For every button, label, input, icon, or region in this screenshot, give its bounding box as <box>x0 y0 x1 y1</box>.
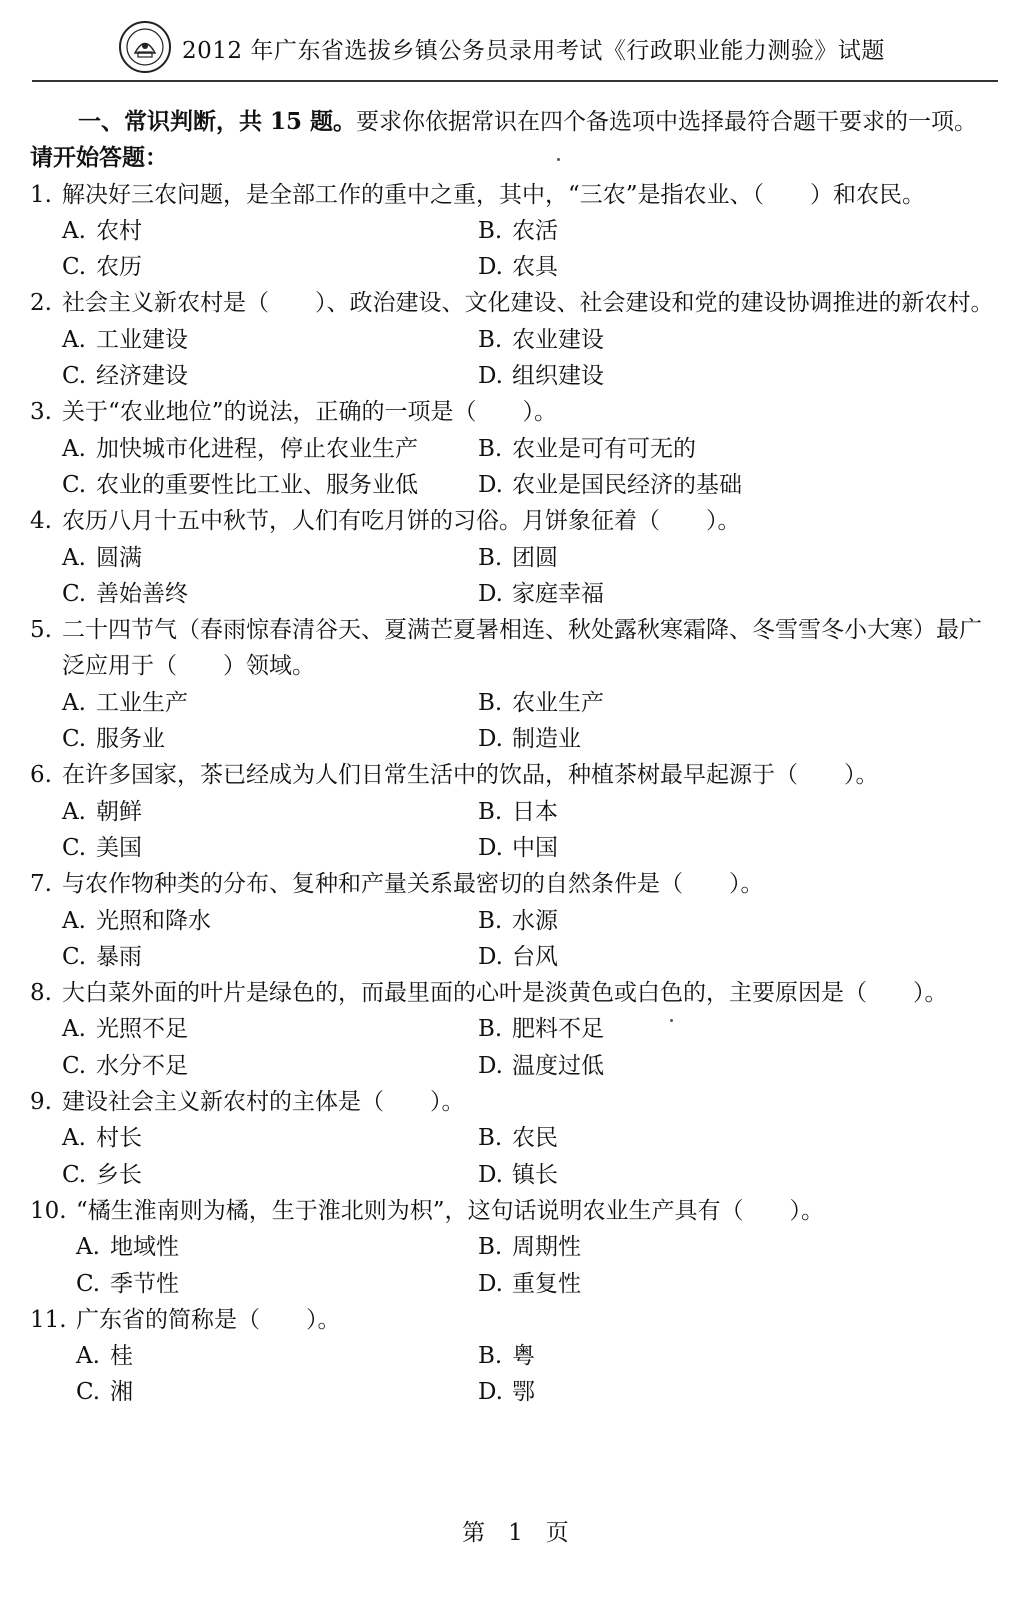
option-label: C. <box>62 471 87 498</box>
answer-option <box>478 322 998 358</box>
option-text: 中国 <box>512 834 558 861</box>
option-label: D. <box>478 1161 503 1188</box>
answer-option <box>30 939 478 975</box>
option-list <box>30 431 998 504</box>
answer-option <box>478 576 998 612</box>
question-stem <box>30 1084 998 1120</box>
option-text: 暴雨 <box>96 943 142 970</box>
option-label: A. <box>62 435 86 462</box>
answer-option <box>30 249 478 285</box>
section-instruction: 要求你依据常识在四个备选项中选择最符合题干要求的一项。 <box>356 109 978 135</box>
page-title: 2012 年广东省选拔乡镇公务员录用考试《行政职业能力测验》试题 <box>182 38 885 64</box>
answer-option <box>30 322 478 358</box>
option-label: A. <box>62 1016 86 1043</box>
question-8 <box>30 975 998 1084</box>
answer-option <box>30 213 478 249</box>
question-number: 10. <box>30 1197 67 1224</box>
option-text: 鄂 <box>512 1379 535 1406</box>
option-list <box>30 903 998 976</box>
option-text: 朝鲜 <box>96 798 142 825</box>
option-label: D. <box>478 1379 503 1406</box>
answer-option <box>478 249 998 285</box>
answer-option <box>30 830 478 866</box>
option-label: B. <box>478 1125 503 1152</box>
answer-option <box>30 1048 478 1084</box>
option-label: A. <box>62 798 86 825</box>
option-label: A. <box>62 689 86 716</box>
question-1 <box>30 177 998 286</box>
question-number: 3. <box>30 399 52 426</box>
option-label: C. <box>62 580 87 607</box>
question-stem <box>30 975 998 1011</box>
question-number: 7. <box>30 871 52 898</box>
option-text: 农业生产 <box>512 689 604 716</box>
answer-option <box>478 1229 998 1265</box>
page-header <box>32 18 998 82</box>
answer-option <box>30 358 478 394</box>
option-list <box>30 1229 998 1302</box>
option-label: C. <box>62 1052 87 1079</box>
option-text: 光照不足 <box>96 1016 188 1043</box>
answer-option <box>478 685 998 721</box>
option-label: B. <box>478 435 503 462</box>
question-text: 关于“农业地位”的说法，正确的一项是（ ）。 <box>62 399 558 426</box>
option-text: 村长 <box>96 1125 142 1152</box>
question-9 <box>30 1084 998 1193</box>
section-heading: 一、常识判断，共 15 题。 <box>78 108 357 135</box>
question-number: 8. <box>30 980 52 1007</box>
question-5 <box>30 612 998 757</box>
option-label: B. <box>478 217 503 244</box>
option-text: 桂 <box>110 1343 133 1370</box>
question-number: 2. <box>30 290 52 317</box>
answer-option <box>30 540 478 576</box>
scan-speck <box>557 158 560 161</box>
option-text: 乡长 <box>96 1161 142 1188</box>
option-label: D. <box>478 1270 503 1297</box>
question-number: 6. <box>30 762 52 789</box>
question-text: 解决好三农问题，是全部工作的重中之重，其中，“三农”是指农业、（ ）和农民。 <box>62 181 926 208</box>
option-label: A. <box>62 544 86 571</box>
option-text: 粤 <box>512 1343 535 1370</box>
answer-option <box>30 1266 478 1302</box>
question-stem <box>30 503 998 539</box>
option-text: 加快城市化进程，停止农业生产 <box>96 435 418 462</box>
option-label: D. <box>478 943 503 970</box>
question-text: 广东省的简称是（ ）。 <box>76 1306 341 1333</box>
answer-option <box>478 794 998 830</box>
option-text: 制造业 <box>512 726 581 753</box>
answer-option <box>30 1338 478 1374</box>
question-text: 建设社会主义新农村的主体是（ ）。 <box>62 1089 465 1116</box>
answer-option <box>30 721 478 757</box>
answer-option <box>30 1157 478 1193</box>
option-text: 季节性 <box>110 1270 179 1297</box>
option-label: B. <box>478 544 503 571</box>
option-label: D. <box>478 726 503 753</box>
answer-option <box>478 1120 998 1156</box>
answer-option <box>478 1011 998 1047</box>
question-stem <box>30 612 998 685</box>
question-7 <box>30 866 998 975</box>
question-number: 5. <box>30 617 52 644</box>
answer-option <box>478 431 998 467</box>
answer-option <box>478 358 998 394</box>
answer-option <box>30 1120 478 1156</box>
question-text: 农历八月十五中秋节，人们有吃月饼的习俗。月饼象征着（ ）。 <box>62 508 741 535</box>
option-text: 镇长 <box>512 1161 558 1188</box>
option-label: D. <box>478 363 503 390</box>
option-label: C. <box>62 834 87 861</box>
option-label: B. <box>478 1343 503 1370</box>
option-label: A. <box>62 907 86 934</box>
school-seal-icon <box>118 20 172 74</box>
option-text: 工业建设 <box>96 326 188 353</box>
option-list <box>30 1011 998 1084</box>
question-stem <box>30 1302 998 1338</box>
question-list <box>30 177 998 1411</box>
answer-option <box>478 1157 998 1193</box>
option-text: 农村 <box>96 217 142 244</box>
option-text: 温度过低 <box>512 1052 604 1079</box>
question-6 <box>30 757 998 866</box>
option-label: D. <box>478 580 503 607</box>
answer-option <box>478 1338 998 1374</box>
question-text: 大白菜外面的叶片是绿色的，而最里面的心叶是淡黄色或白色的，主要原因是（ ）。 <box>62 980 948 1007</box>
question-2 <box>30 285 998 394</box>
option-label: C. <box>62 254 87 281</box>
option-list <box>30 540 998 613</box>
answer-option <box>30 685 478 721</box>
option-label: C. <box>76 1379 101 1406</box>
option-label: B. <box>478 689 503 716</box>
question-stem <box>30 285 998 321</box>
option-label: B. <box>478 907 503 934</box>
option-text: 肥料不足 <box>512 1016 604 1043</box>
option-label: A. <box>62 217 86 244</box>
option-label: B. <box>478 1016 503 1043</box>
question-stem <box>30 757 998 793</box>
option-text: 农活 <box>512 217 558 244</box>
answer-option <box>478 467 998 503</box>
option-label: C. <box>62 363 87 390</box>
option-text: 农民 <box>512 1125 558 1152</box>
option-label: D. <box>478 1052 503 1079</box>
option-label: B. <box>478 1234 503 1261</box>
option-label: A. <box>76 1343 100 1370</box>
option-label: A. <box>62 326 86 353</box>
question-10 <box>30 1193 998 1302</box>
option-label: D. <box>478 834 503 861</box>
question-content <box>30 104 998 1411</box>
answer-option <box>478 213 998 249</box>
question-stem <box>30 866 998 902</box>
answer-option <box>30 467 478 503</box>
option-text: 农历 <box>96 254 142 281</box>
section-intro <box>30 104 998 140</box>
option-list <box>30 1120 998 1193</box>
option-text: 农业建设 <box>512 326 604 353</box>
question-text: 二十四节气（春雨惊春清谷天、夏满芒夏暑相连、秋处露秋寒霜降、冬雪雪冬小大寒）最广泛应用于（ ）领域。 <box>62 617 982 680</box>
option-list <box>30 1338 998 1411</box>
answer-option <box>478 903 998 939</box>
answer-option <box>478 540 998 576</box>
answer-option <box>30 1229 478 1265</box>
answer-option <box>478 1048 998 1084</box>
question-text: 社会主义新农村是（ ）、政治建设、文化建设、社会建设和党的建设协调推进的新农村。 <box>62 290 994 317</box>
question-text: “橘生淮南则为橘，生于淮北则为枳”，这句话说明农业生产具有（ ）。 <box>76 1197 825 1224</box>
option-text: 水分不足 <box>96 1052 188 1079</box>
option-label: C. <box>62 1161 87 1188</box>
option-text: 组织建设 <box>512 363 604 390</box>
option-label: D. <box>478 254 503 281</box>
question-number: 9. <box>30 1089 52 1116</box>
option-label: B. <box>478 798 503 825</box>
option-list <box>30 685 998 758</box>
option-text: 农具 <box>512 254 558 281</box>
option-text: 日本 <box>512 798 558 825</box>
answer-option <box>478 1266 998 1302</box>
question-stem <box>30 1193 998 1229</box>
option-label: C. <box>76 1270 101 1297</box>
answer-option <box>30 794 478 830</box>
option-list <box>30 794 998 867</box>
question-3 <box>30 394 998 503</box>
option-text: 湘 <box>110 1379 133 1406</box>
question-stem <box>30 177 998 213</box>
question-text: 与农作物种类的分布、复种和产量关系最密切的自然条件是（ ）。 <box>62 871 764 898</box>
option-label: B. <box>478 326 503 353</box>
option-label: A. <box>76 1234 100 1261</box>
option-text: 美国 <box>96 834 142 861</box>
answer-option <box>478 830 998 866</box>
answer-option <box>478 721 998 757</box>
question-number: 4. <box>30 508 52 535</box>
answer-option <box>30 1374 478 1410</box>
option-text: 工业生产 <box>96 689 188 716</box>
answer-option <box>30 431 478 467</box>
option-text: 光照和降水 <box>96 907 211 934</box>
answer-option <box>478 1374 998 1410</box>
option-label: D. <box>478 471 503 498</box>
option-list <box>30 322 998 395</box>
option-label: C. <box>62 726 87 753</box>
answer-option <box>30 903 478 939</box>
option-text: 地域性 <box>110 1234 179 1261</box>
option-text: 圆满 <box>96 544 142 571</box>
option-text: 台风 <box>512 943 558 970</box>
question-text: 在许多国家，茶已经成为人们日常生活中的饮品，种植茶树最早起源于（ ）。 <box>62 762 879 789</box>
option-text: 家庭幸福 <box>512 580 604 607</box>
option-text: 善始善终 <box>96 580 188 607</box>
page-number: 第 1 页 <box>462 1520 569 1546</box>
question-11 <box>30 1302 998 1411</box>
option-text: 农业是国民经济的基础 <box>512 471 742 498</box>
option-text: 水源 <box>512 907 558 934</box>
scan-speck <box>670 1019 673 1022</box>
question-number: 1. <box>30 181 52 208</box>
question-4 <box>30 503 998 612</box>
option-text: 农业的重要性比工业、服务业低 <box>96 471 418 498</box>
option-text: 服务业 <box>96 726 165 753</box>
answer-option <box>30 576 478 612</box>
option-text: 农业是可有可无的 <box>512 435 696 462</box>
option-text: 周期性 <box>512 1234 581 1261</box>
option-text: 重复性 <box>512 1270 581 1297</box>
option-text: 团圆 <box>512 544 558 571</box>
option-list <box>30 213 998 286</box>
start-prompt: 请开始答题： <box>30 144 168 172</box>
option-label: C. <box>62 943 87 970</box>
answer-option <box>478 939 998 975</box>
answer-option <box>30 1011 478 1047</box>
question-stem <box>30 394 998 430</box>
option-text: 经济建设 <box>96 363 188 390</box>
question-number: 11. <box>30 1306 67 1333</box>
option-label: A. <box>62 1125 86 1152</box>
